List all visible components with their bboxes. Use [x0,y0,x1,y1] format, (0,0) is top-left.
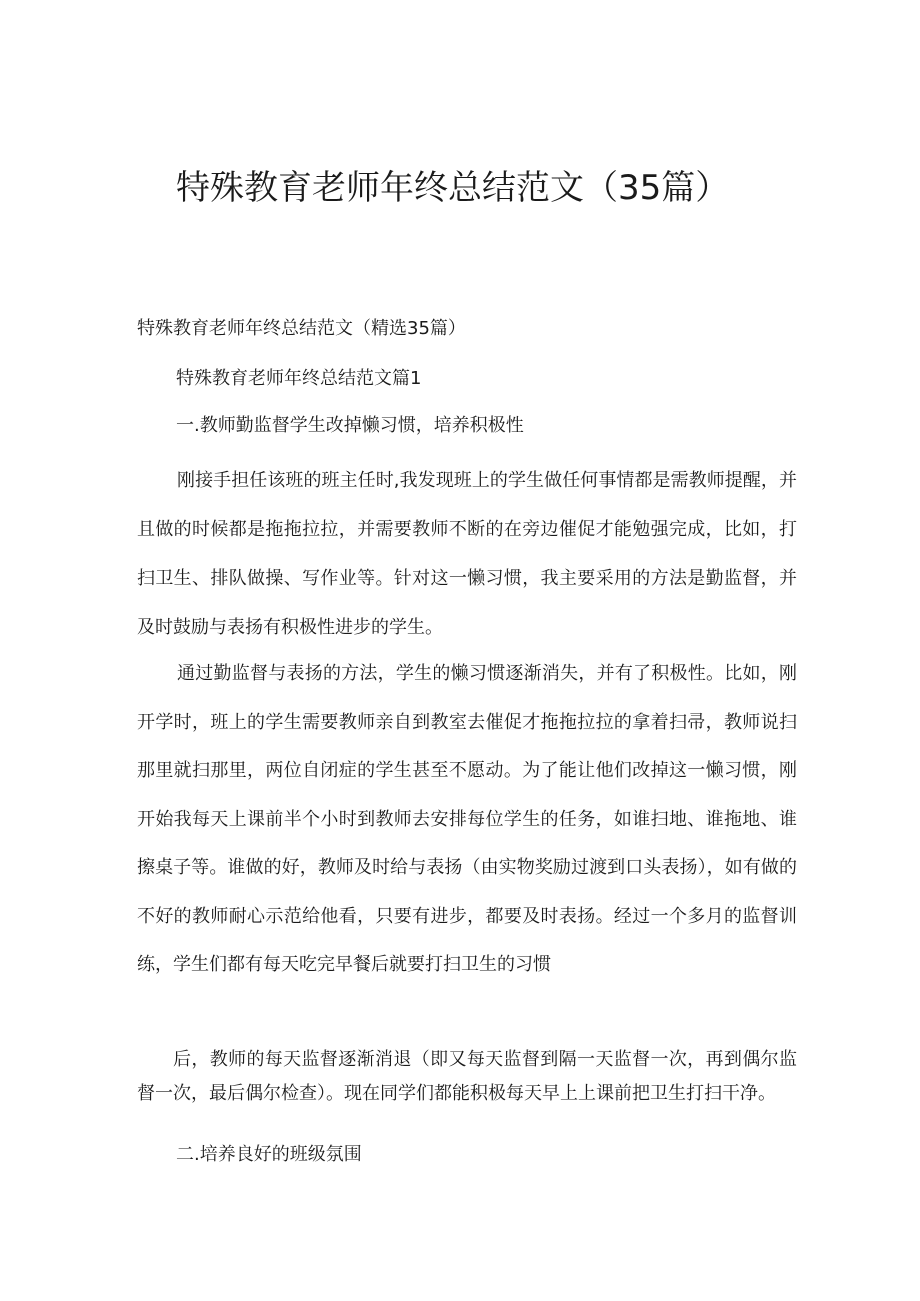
body-paragraph-3: 后，教师的每天监督逐渐消退（即又每天监督到隔一天监督一次，再到偶尔监督一次，最后偶尔检查）。现在同学们都能积极每天早上上课前把卫生打扫干净。 [137,1049,797,1104]
document-subtitle: 特殊教育老师年终总结范文（精选35篇） [137,318,466,339]
section-heading: 特殊教育老师年终总结范文篇1 [176,368,422,389]
document-title: 特殊教育老师年终总结范文（35篇） [176,168,730,208]
body-paragraph-2: 通过勤监督与表扬的方法，学生的懒习惯逐渐消失，并有了积极性。比如，刚开学时，班上的学生需要教师亲自到教室去催促才拖拖拉拉的拿着扫帚，教师说扫那里就扫那里，两位自闭症的学生甚至不愿动。为了能让他们改掉这一懒习惯，刚开始我每天上课前半个小时到教师去安排每位学生的任务，如谁扫地、谁拖地、谁擦桌子等。谁做的好，教师及时给与表扬（由实物奖励过渡到口头表扬），如有做的不好的教师耐心示范给他看，只要有进步，都要及时表扬。经过一个多月的监督训练，学生们都有每天吃完早餐后就要打扫卫生的习惯 [137,663,797,975]
body-paragraph-1: 刚接手担任该班的班主任时,我发现班上的学生做任何事情都是需教师提醒，并且做的时候都是拖拖拉拉，并需要教师不断的在旁边催促才能勉强完成，比如，打扫卫生、排队做操、写作业等。针对这一懒习惯，我主要采用的方法是勤监督，并及时鼓励与表扬有积极性进步的学生。 [137,470,797,638]
point-heading-2: 二.培养良好的班级氛围 [176,1144,362,1165]
point-heading-1: 一.教师勤监督学生改掉懒习惯，培养积极性 [176,415,524,436]
